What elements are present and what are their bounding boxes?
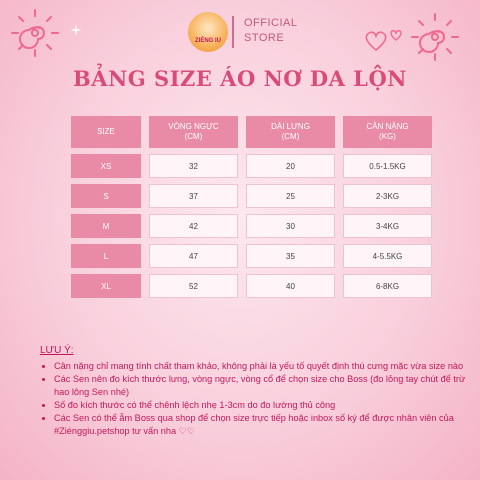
back-length-cell: 20 [246, 154, 335, 178]
chest-cell: 32 [149, 154, 238, 178]
notes-section [36, 345, 466, 438]
list-item: • Các Sen có thể ẵm Boss qua shop để chọn size trực tiếp hoặc inbox số ký để được nhân viên của #Ziénggiu.petshop tư vấn nha ♡♡ [54, 412, 466, 438]
header-back-length-line: (CM) [281, 132, 300, 141]
header-size: SIZE [71, 116, 141, 148]
back-length-cell: 35 [246, 244, 335, 268]
logo-text: ZIÉNG IU [194, 38, 221, 44]
list-item: • Số đo kích thước có thể chênh lệch nhẹ 1-3cm do đo lường thủ công [54, 399, 466, 412]
weight-cell: 0.5-1.5KG [343, 154, 432, 178]
table-row [71, 274, 432, 298]
chest-cell: 47 [149, 244, 238, 268]
header-chest-line: (CM) [184, 132, 203, 141]
size-cell: XS [71, 154, 141, 178]
notes-title: LƯU Ý: [40, 345, 74, 356]
size-table [63, 110, 440, 304]
back-length-cell: 30 [246, 214, 335, 238]
chest-cell: 42 [149, 214, 238, 238]
notes-list [36, 360, 466, 438]
header-chest [149, 116, 238, 148]
size-cell: M [71, 214, 141, 238]
table-row [71, 154, 432, 178]
official-store-label [244, 16, 298, 46]
back-length-cell: 25 [246, 184, 335, 208]
store-line-2: STORE [244, 32, 285, 44]
weight-cell: 3-4KG [343, 214, 432, 238]
list-item: • Cân nặng chỉ mang tính chất tham khảo, không phải là yếu tố quyết định thú cưng mặc vừa size nào [54, 360, 466, 373]
table-row [71, 214, 432, 238]
chest-cell: 52 [149, 274, 238, 298]
size-cell: XL [71, 274, 141, 298]
table-header-row [71, 116, 432, 148]
size-cell: L [71, 244, 141, 268]
table-row [71, 244, 432, 268]
weight-cell: 6-8KG [343, 274, 432, 298]
weight-cell: 4-5.5KG [343, 244, 432, 268]
page-title: BẢNG SIZE ÁO NƠ DA LỘN [73, 66, 407, 91]
header [0, 12, 480, 52]
header-chest-line: VÒNG NGỰC [168, 122, 219, 131]
header-weight-line: (KG) [379, 132, 396, 141]
header-weight-line: CÂN NẶNG [366, 122, 409, 131]
back-length-cell: 40 [246, 274, 335, 298]
brand-logo [188, 12, 228, 52]
list-item: • Các Sen nên đo kích thước lưng, vòng ngực, vòng cổ để chọn size cho Boss (đo lỏng tay chút để trừ hao lông Sen nhé) [54, 373, 466, 399]
header-back-length [246, 116, 335, 148]
chest-cell: 37 [149, 184, 238, 208]
weight-cell: 2-3KG [343, 184, 432, 208]
size-cell: S [71, 184, 141, 208]
header-weight [343, 116, 432, 148]
header-divider [232, 16, 234, 48]
store-line-1: OFFICIAL [244, 17, 298, 29]
header-back-length-line: DÀI LƯNG [271, 122, 310, 131]
table-row [71, 184, 432, 208]
